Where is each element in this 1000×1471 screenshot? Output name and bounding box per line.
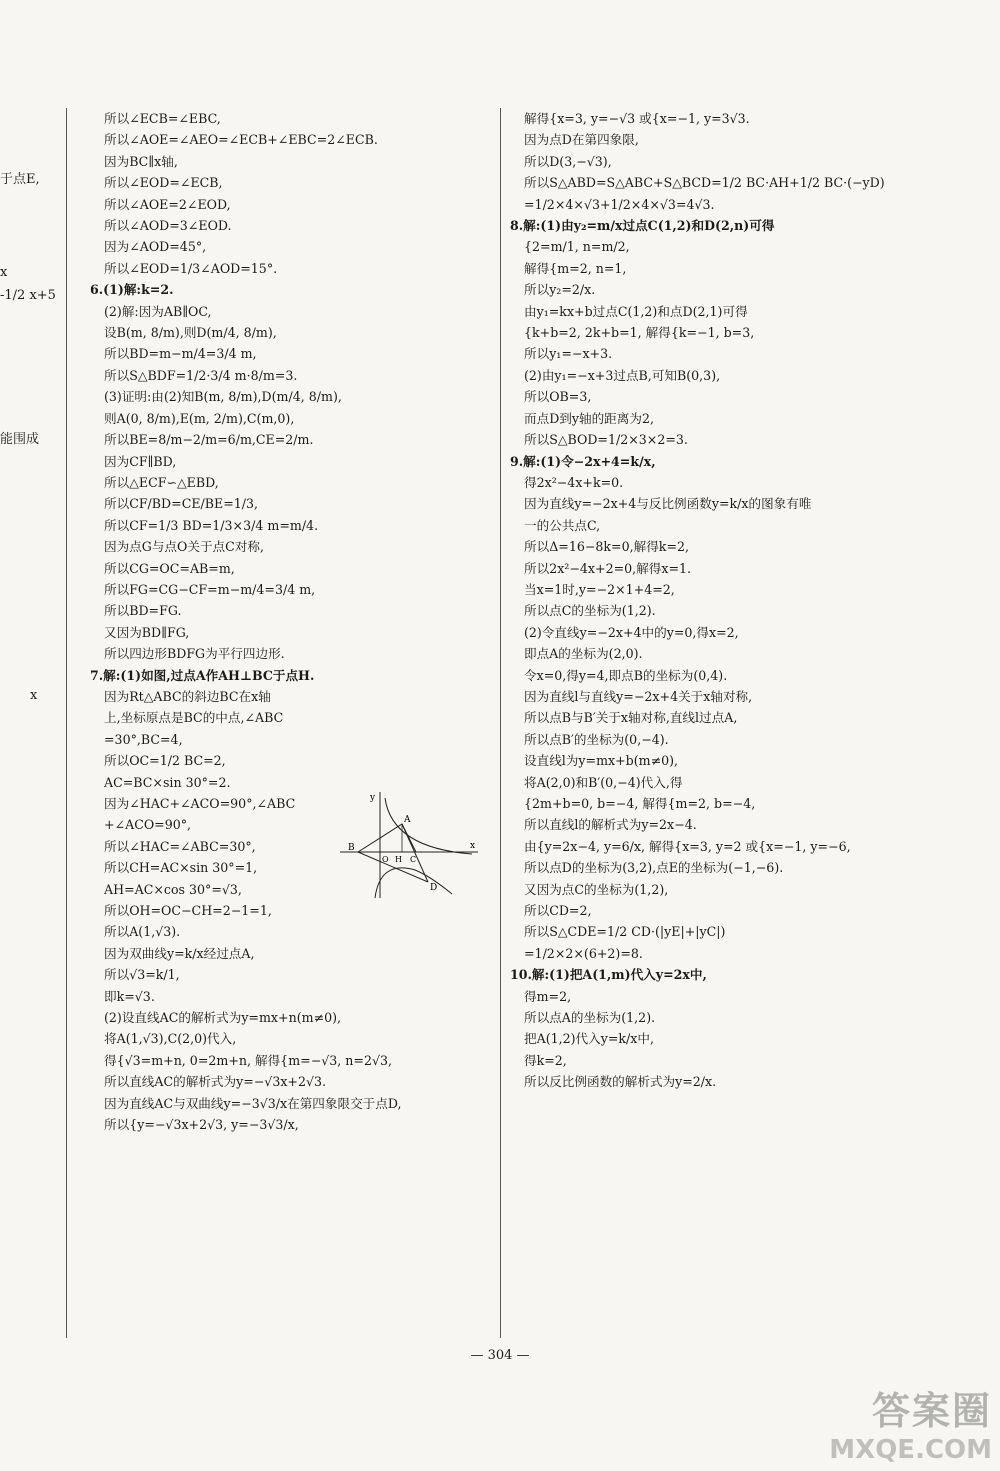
text-line: 解得{m=2, n=1, (524, 260, 627, 276)
text-line: 所以∠AOE=2∠EOD, (104, 196, 231, 212)
gutter-text: 于点E, (0, 172, 40, 187)
hyperbola-figure (340, 790, 480, 900)
label-x: x (470, 841, 476, 851)
text-line: 即点A的坐标为(2,0). (524, 646, 643, 662)
text-line: 所以反比例函数的解析式为y=2/x. (524, 1074, 717, 1090)
hyperbola-branch (375, 868, 452, 898)
text-line: 所以点D的坐标为(3,2),点E的坐标为(−1,−6). (524, 860, 784, 876)
label-b: B (348, 843, 355, 853)
column-rule (500, 108, 501, 1338)
text-line: {k+b=2, 2k+b=1, 解得{k=−1, b=3, (524, 325, 755, 341)
text-line: 所以∠ECB=∠EBC, (104, 111, 221, 126)
triangle-abc (358, 824, 416, 852)
text-line: 所以直线AC的解析式为y=−√3x+2√3. (104, 1074, 327, 1090)
text-line: 所以S△BOD=1/2×3×2=3. (524, 432, 688, 448)
text-line: 解得{x=3, y=−√3 或{x=−1, y=3√3. (524, 111, 750, 126)
text-line: 所以∠EOD=∠ECB, (104, 175, 223, 191)
text-line: =1/2×2×(6+2)=8. (524, 945, 643, 961)
text-line: 因为CF∥BD, (104, 453, 177, 469)
text-line: (2)由y₁=−x+3过点B,可知B(0,3), (524, 367, 721, 383)
text-line: 所以∠EOD=1/3∠AOD=15°. (104, 260, 278, 276)
text-line: 所以{y=−√3x+2√3, y=−3√3/x, (104, 1117, 299, 1133)
text-line: 所以S△CDE=1/2 CD·(|yE|+|yC|) (524, 924, 726, 940)
text-line: 因为点D在第四象限, (524, 132, 639, 148)
text-line: 所以A(1,√3). (104, 924, 181, 940)
text-line: 因为点G与点O关于点C对称, (104, 539, 264, 555)
text-line: 得2x²−4x+k=0. (524, 474, 624, 490)
text-line: 所以CD=2, (524, 903, 592, 919)
label-y: y (370, 793, 376, 803)
text-line: 又因为点C的坐标为(1,2), (524, 881, 669, 897)
text-line: AC=BC×sin 30°=2. (104, 774, 231, 790)
text-line: 设B(m, 8/m),则D(m/4, 8/m), (104, 325, 277, 341)
line-bd (358, 852, 428, 882)
text-line: 因为直线AC与双曲线y=−3√3/x在第四象限交于点D, (104, 1095, 402, 1111)
text-line: 10.解:(1)把A(1,m)代入y=2x中, (510, 967, 707, 983)
text-line: 得k=2, (524, 1052, 567, 1068)
text-line: 所以√3=k/1, (104, 967, 180, 983)
text-line: (2)令直线y=−2x+4中的y=0,得x=2, (524, 624, 739, 640)
text-line: 所以直线l的解析式为y=2x−4. (524, 817, 697, 833)
label-c: C (410, 855, 417, 864)
text-line: 所以∠AOE=∠AEO=∠ECB+∠EBC=2∠ECB. (104, 132, 378, 148)
text-line: 因为直线y=−2x+4与反比例函数y=k/x的图象有唯 (524, 496, 812, 512)
text-line: 9.解:(1)令−2x+4=k/x, (510, 453, 656, 469)
line-ad (402, 824, 428, 882)
text-line: +∠ACO=90°, (104, 817, 192, 833)
text-line: 所以BD=FG. (104, 603, 182, 619)
text-line: 当x=1时,y=−2×1+4=2, (524, 581, 675, 597)
text-line: 所以∠AOD=3∠EOD. (104, 218, 232, 234)
text-line: {2m+b=0, b=−4, 解得{m=2, b=−4, (524, 796, 756, 811)
text-line: 所以点B与B′关于x轴对称,直线l过点A, (524, 710, 738, 726)
text-line: 所以D(3,−√3), (524, 153, 612, 169)
text-line: 所以S△ABD=S△ABC+S△BCD=1/2 BC·AH+1/2 BC·(−yD) (524, 175, 885, 191)
text-line: 上,坐标原点是BC的中点,∠ABC (104, 710, 284, 726)
text-line: =1/2×4×√3+1/2×4×√3=4√3. (524, 196, 715, 212)
text-line: (3)证明:由(2)知B(m, 8/m),D(m/4, 8/m), (104, 389, 342, 405)
text-line: 得{√3=m+n, 0=2m+n, 解得{m=−√3, n=2√3, (104, 1052, 393, 1068)
text-line: 所以点A的坐标为(1,2). (524, 1010, 656, 1026)
left-gutter (0, 150, 62, 710)
gutter-text: 能围成 (0, 432, 40, 447)
text-line: 8.解:(1)由y₂=m/x过点C(1,2)和D(2,n)可得 (510, 218, 775, 234)
text-line: 将A(1,√3),C(2,0)代入, (104, 1031, 237, 1047)
text-line: 把A(1,2)代入y=k/x中, (524, 1031, 654, 1047)
column-rule (66, 108, 67, 1338)
text-line: 因为直线l与直线y=−2x+4关于x轴对称, (524, 688, 753, 704)
text-line: 所以CG=OC=AB=m, (104, 560, 235, 576)
text-line: (2)解:因为AB∥OC, (104, 303, 212, 319)
right-column (510, 108, 990, 1093)
text-line: 所以OC=1/2 BC=2, (104, 753, 226, 769)
text-line: 又因为BD∥FG, (104, 624, 190, 640)
text-line: AH=AC×cos 30°=√3, (104, 881, 242, 897)
text-line: 即k=√3. (104, 988, 155, 1004)
text-line: 所以CH=AC×sin 30°=1, (104, 860, 258, 876)
text-line: {2=m/1, n=m/2, (524, 239, 630, 255)
text-line: 所以FG=CG−CF=m−m/4=3/4 m, (104, 581, 316, 597)
text-line: 所以点C的坐标为(1,2). (524, 603, 656, 619)
text-line: 将A(2,0)和B′(0,−4)代入,得 (524, 774, 683, 790)
watermark-url: MXQE.COM (829, 1435, 992, 1465)
text-line: 所以y₁=−x+3. (524, 346, 613, 362)
page-number: — 304 — (470, 1348, 530, 1363)
text-line: =30°,BC=4, (104, 731, 183, 747)
text-line: 设直线l为y=mx+b(m≠0), (524, 753, 679, 769)
text-line: 所以2x²−4x+2=0,解得x=1. (524, 560, 692, 576)
label-d: D (430, 883, 438, 893)
text-line: 因为∠AOD=45°, (104, 239, 207, 255)
text-line: 所以S△BDF=1/2·3/4 m·8/m=3. (104, 367, 298, 383)
text-line: 所以四边形BDFG为平行四边形. (104, 646, 285, 662)
text-line: 因为Rt△ABC的斜边BC在x轴 (104, 688, 271, 704)
text-line: 所以OH=OC−CH=2−1=1, (104, 903, 272, 919)
text-line: 7.解:(1)如图,过点A作AH⊥BC于点H. (90, 667, 315, 683)
gutter-text: x (0, 265, 8, 280)
text-line: 得m=2, (524, 988, 572, 1004)
text-line: 所以Δ=16−8k=0,解得k=2, (524, 539, 690, 555)
watermark-logo: 答案圈 (871, 1388, 992, 1433)
label-a: A (404, 815, 411, 825)
text-line: 一的公共点C, (524, 517, 601, 533)
text-line: 所以BE=8/m−2/m=6/m,CE=2/m. (104, 432, 314, 448)
text-line: 所以CF/BD=CE/BE=1/3, (104, 496, 259, 512)
label-o: O (382, 855, 389, 864)
left-column (90, 108, 490, 1136)
label-h: H (395, 855, 402, 864)
text-line: 由y₁=kx+b过点C(1,2)和点D(2,1)可得 (524, 303, 748, 319)
text-line: 则A(0, 8/m),E(m, 2/m),C(m,0), (104, 410, 295, 426)
text-line: 所以点B′的坐标为(0,−4). (524, 731, 669, 747)
text-line: 因为∠HAC+∠ACO=90°,∠ABC (104, 796, 296, 811)
gutter-text: -1/2 x+5 (0, 288, 56, 303)
text-line: 而点D到y轴的距离为2, (524, 410, 654, 426)
text-line: 所以△ECF∽△EBD, (104, 474, 219, 490)
text-line: 所以OB=3, (524, 389, 592, 405)
text-line: 由{y=2x−4, y=6/x, 解得{x=3, y=2 或{x=−1, y=−6, (524, 838, 851, 854)
text-line: 6.(1)解:k=2. (90, 282, 174, 298)
text-line: 令x=0,得y=4,即点B的坐标为(0,4). (524, 667, 728, 683)
text-line: 因为双曲线y=k/x经过点A, (104, 945, 255, 961)
text-line: 所以∠HAC=∠ABC=30°, (104, 838, 256, 854)
watermark (829, 1380, 992, 1465)
text-line: 所以BD=m−m/4=3/4 m, (104, 346, 257, 362)
text-line: (2)设直线AC的解析式为y=mx+n(m≠0), (104, 1010, 342, 1026)
text-line: 因为BC∥x轴, (104, 153, 178, 169)
text-line: 所以CF=1/3 BD=1/3×3/4 m=m/4. (104, 517, 319, 533)
text-line: 所以y₂=2/x. (524, 282, 596, 298)
gutter-text: x (30, 688, 38, 703)
